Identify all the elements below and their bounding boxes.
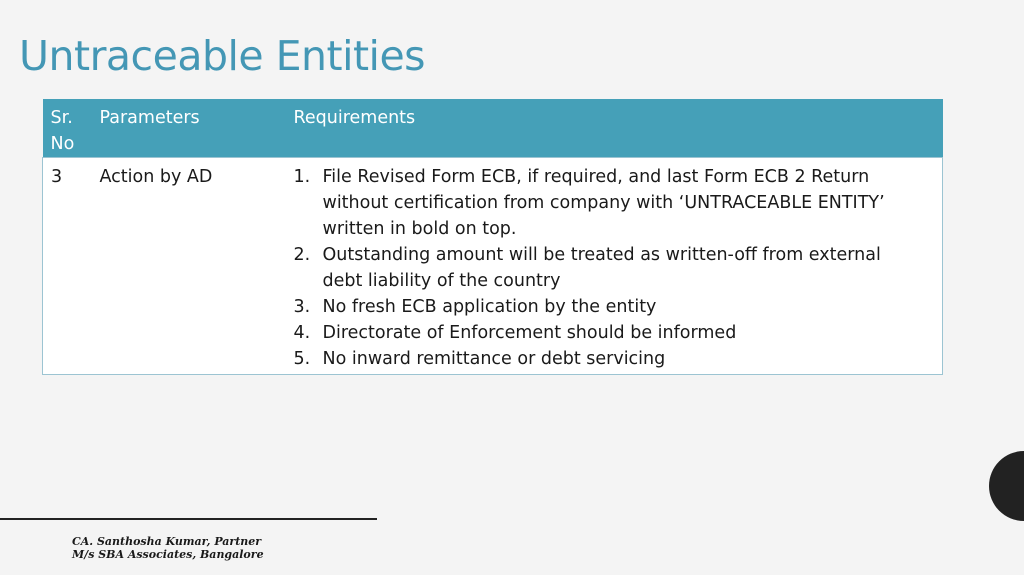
list-item [294, 320, 943, 346]
header-sr-no: Sr. No [50, 108, 75, 154]
footer-credits [72, 535, 264, 561]
list-item-text: Directorate of Enforcement should be informed [322, 323, 737, 343]
requirements-table [42, 99, 943, 375]
slide-title: Untraceable Entities [19, 32, 426, 80]
list-item-text: Outstanding amount will be treated as written-off from external debt liability of the country [322, 245, 881, 291]
list-item [294, 242, 943, 294]
requirements-list [294, 164, 943, 372]
list-item-number: 3. [293, 297, 311, 317]
cell-sr-no: 3 [51, 167, 63, 187]
list-item [294, 294, 943, 320]
list-item-number: 2. [293, 245, 311, 265]
list-item [294, 346, 943, 372]
list-item [294, 164, 943, 242]
list-item-number: 4. [293, 323, 311, 343]
list-item-text: File Revised Form ECB, if required, and last Form ECB 2 Return without certification from company with ‘UNTRACEABLE ENTITY’ written in bold on top. [322, 167, 885, 239]
list-item-text: No inward remittance or debt servicing [322, 349, 666, 369]
table-row [43, 158, 943, 375]
footer-divider [0, 518, 377, 520]
header-requirements: Requirements [293, 108, 416, 128]
list-item-number: 1. [293, 167, 311, 187]
cell-parameter: Action by AD [99, 167, 213, 187]
footer-author: CA. Santhosha Kumar, Partner [72, 535, 262, 548]
footer-firm: M/s SBA Associates, Bangalore [72, 548, 264, 561]
decorative-circle [989, 451, 1024, 521]
header-parameters: Parameters [99, 108, 200, 128]
table-header-row [43, 99, 943, 158]
list-item-number: 5. [293, 349, 311, 369]
list-item-text: No fresh ECB application by the entity [322, 297, 657, 317]
cell-requirements [286, 158, 943, 375]
